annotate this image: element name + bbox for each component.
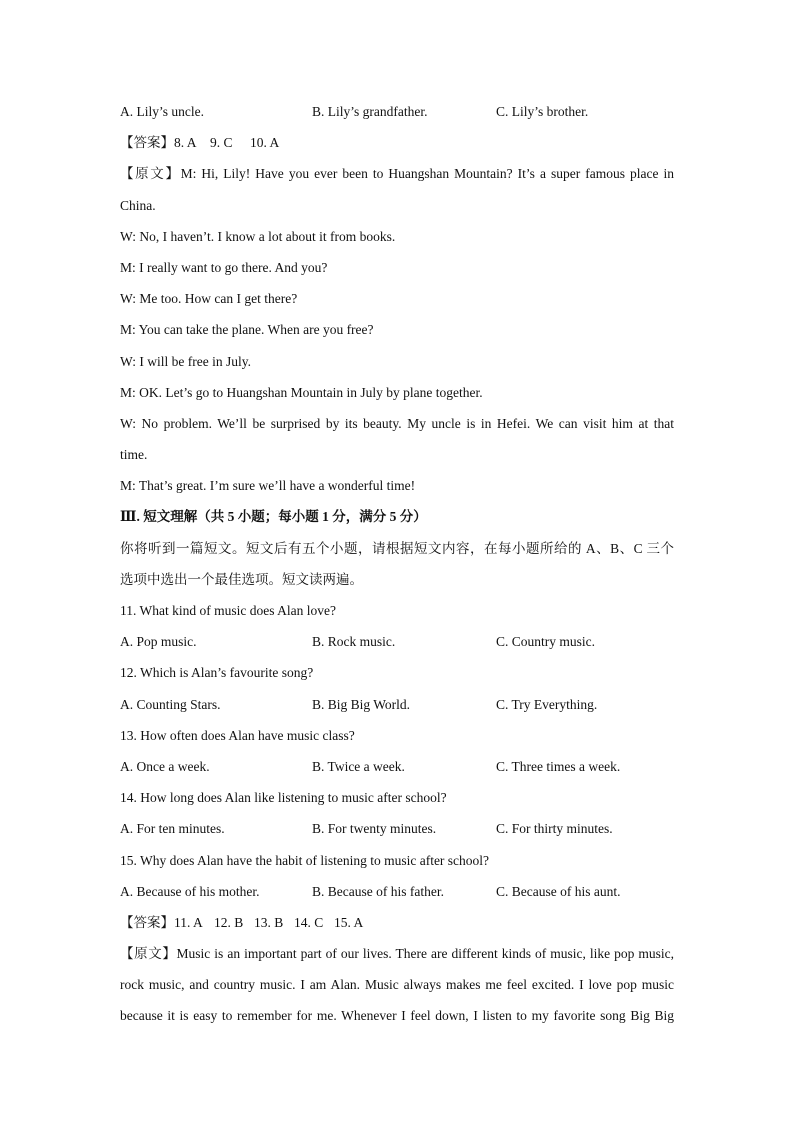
option-a: A. For ten minutes. [120, 821, 225, 837]
answer-item: 12. B [214, 914, 244, 930]
answer-item: 9. C [210, 135, 233, 151]
transcript-label: 【原文】 [120, 166, 181, 182]
question-13-options [120, 756, 674, 787]
transcript-label: 【原文】 [120, 946, 177, 962]
answer-label: 【答案】 [120, 135, 174, 151]
question-11: 11. What kind of music does Alan love? [120, 603, 336, 618]
option-c: C. For thirty minutes. [496, 821, 613, 837]
question-14-options [120, 818, 674, 849]
answer-item: 11. A [174, 914, 203, 930]
transcript-text: Music is an important part of our lives. There are different kinds of music, like pop music, [176, 946, 674, 962]
transcript-line: China. [120, 197, 156, 213]
question-15: 15. Why does Alan have the habit of listening to music after school? [120, 852, 490, 868]
transcript-1-first-line [120, 163, 674, 194]
transcript-line: rock music, and country music. I am Alan. Music always makes me feel excited. I love pop music [120, 977, 674, 993]
transcript-line: M: That’s great. I’m sure we’ll have a wonderful time! [120, 478, 416, 494]
transcript-line: W: No problem. We’ll be surprised by its beauty. My uncle is in Hefei. We can visit him at that [120, 415, 674, 431]
transcript-line: because it is easy to remember for me. Whenever I feel down, I listen to my favorite song Big Big [120, 1008, 674, 1024]
option-b: B. Twice a week. [312, 758, 405, 774]
option-c: C. Because of his aunt. [496, 883, 621, 899]
option-a: A. Counting Stars. [120, 696, 221, 712]
question-15-options [120, 881, 674, 912]
option-c: C. Country music. [496, 634, 596, 650]
option-a: A. Once a week. [120, 758, 210, 774]
transcript-line: W: No, I haven’t. I know a lot about it from books. [120, 228, 396, 244]
transcript-line: W: Me too. How can I get there? [120, 291, 298, 307]
transcript-line: time. [120, 447, 148, 463]
document-content [120, 101, 674, 1037]
question-11-options [120, 631, 674, 662]
answer-label: 【答案】 [120, 914, 174, 930]
option-c: C. Three times a week. [496, 758, 621, 774]
option-b: B. Rock music. [312, 634, 396, 650]
question-14: 14. How long does Alan like listening to music after school? [120, 790, 447, 806]
answer-item: 10. A [250, 135, 280, 151]
question-10-options [120, 101, 674, 132]
option-c: C. Lily’s brother. [496, 104, 589, 119]
option-b: B. Big Big World. [312, 696, 411, 712]
option-b: B. Lily’s grandfather. [312, 104, 428, 119]
answer-item: 8. A [174, 135, 197, 151]
option-b: B. Because of his father. [312, 883, 444, 899]
section-instructions: 选项中选出一个最佳选项。短文读两遍。 [120, 571, 363, 587]
answer-item: 13. B [254, 914, 284, 930]
answer-item: 15. A [334, 914, 364, 930]
option-b: B. For twenty minutes. [312, 821, 437, 837]
answer-key-1 [120, 132, 674, 163]
section-heading: Ⅲ. 短文理解（共 5 小题；每小题 1 分，满分 5 分） [120, 509, 427, 525]
option-a: A. Because of his mother. [120, 883, 260, 899]
transcript-text: M: Hi, Lily! Have you ever been to Huangshan Mountain? It’s a super famous place in [180, 166, 674, 182]
transcript-line: W: I will be free in July. [120, 353, 251, 369]
option-a: A. Lily’s uncle. [120, 104, 204, 119]
question-12: 12. Which is Alan’s favourite song? [120, 665, 314, 681]
option-a: A. Pop music. [120, 634, 197, 650]
question-12-options [120, 694, 674, 725]
transcript-line: M: You can take the plane. When are you free? [120, 322, 374, 338]
answer-item: 14. C [294, 914, 324, 930]
transcript-line: M: OK. Let’s go to Huangshan Mountain in July by plane together. [120, 384, 483, 400]
transcript-line: M: I really want to go there. And you? [120, 259, 328, 275]
option-c: C. Try Everything. [496, 696, 598, 712]
section-instructions: 你将听到一篇短文。短文后有五个小题，请根据短文内容，在每小题所给的 A、B、C 三个 [120, 540, 674, 556]
question-13: 13. How often does Alan have music class? [120, 727, 355, 743]
answer-key-2 [120, 912, 674, 943]
transcript-2-first-line [120, 943, 674, 974]
